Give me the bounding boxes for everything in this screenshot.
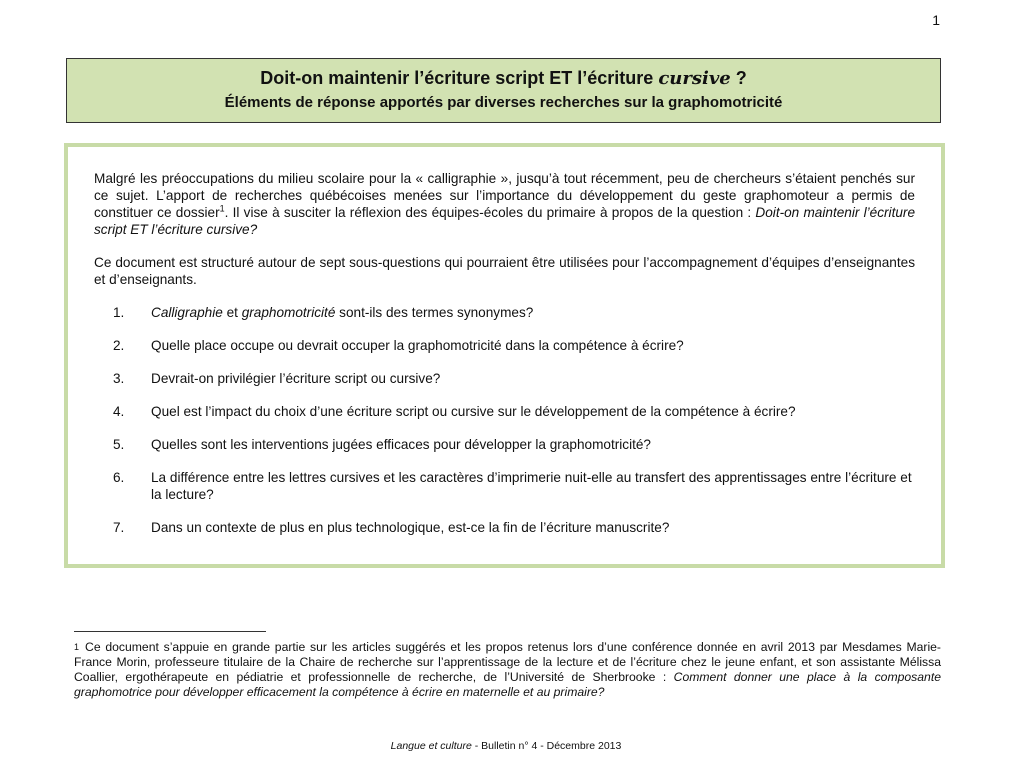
list-item xyxy=(94,370,915,387)
term-graphomotricite: graphomotricité xyxy=(241,305,336,320)
footnote-divider xyxy=(74,631,266,632)
list-item-text: Quelle place occupe ou devrait occuper la graphomotricité dans la compétence à écrire? xyxy=(151,338,684,353)
document-subtitle: Éléments de réponse apportés par diverses recherches sur la graphomotricité xyxy=(224,94,783,111)
list-item-number: 5. xyxy=(113,437,125,452)
footnote xyxy=(74,640,941,700)
content-box xyxy=(64,143,945,568)
list-item xyxy=(94,304,915,321)
list-item-text: La différence entre les lettres cursives et les caractères d’imprimerie nuit-elle au transfert des apprentissages entre l’écriture et la lecture? xyxy=(151,470,912,502)
footer-publication: Langue et culture xyxy=(390,740,472,752)
document-title xyxy=(67,68,940,89)
list-item xyxy=(94,469,915,503)
footnote-text: Ce document s’appuie en grande partie sur les articles suggérés et les propos retenus lors d’une conférence donnée en avril 2013 par Mesdames Marie-France Morin, professeure titulaire de la Chaire de recherche sur l’apprentissage de la lecture et de l’écriture chez le jeune enfant, et son assistante Mélissa Coallier, ergothérapeute en pédiatrie et professionnelle de recherche, de l’Université de Sherbrooke : xyxy=(74,640,941,684)
list-item xyxy=(94,403,915,420)
intro-paragraph-2: Ce document est structuré autour de sept sous-questions qui pourraient être utilisées pour l’accompagnement d’équipes d’enseignantes et d’enseignants. xyxy=(94,255,915,287)
title-box xyxy=(66,58,941,123)
intro-paragraph-1 xyxy=(94,170,915,238)
list-item xyxy=(94,436,915,453)
footer-bulletin-info: - Bulletin n° 4 - Décembre 2013 xyxy=(471,740,622,752)
intro-text: Malgré les préoccupations du milieu scolaire pour la « calligraphie », jusqu’à tout récemment, peu de chercheurs s’étaient penchés sur ce sujet. L’apport de recherches québécoises menées sur l’importance du développement du geste graphomoteur a permis de constituer ce dossier xyxy=(94,171,915,220)
list-item-text: et xyxy=(222,305,242,320)
list-item-text: Quel est l’impact du choix d’une écriture script ou cursive sur le développement de la compétence à écrire? xyxy=(151,404,796,419)
title-cursive-word: cursive xyxy=(658,68,731,89)
title-end: ? xyxy=(730,68,747,88)
list-item-text: sont-ils des termes synonymes? xyxy=(335,305,534,320)
footnote-mark: 1 xyxy=(74,642,80,652)
intro-text-after: . Il vise à susciter la réflexion des équipes-écoles du primaire à propos de la question : xyxy=(224,205,756,220)
list-item-number: 7. xyxy=(113,520,125,535)
list-item-number: 2. xyxy=(113,338,125,353)
footnote-conference-title: Comment donner une place à la composante graphomotrice pour développer efficacement la compétence à écrire en maternelle et au primaire? xyxy=(74,670,941,699)
list-item xyxy=(94,337,915,354)
intro-main-question: Doit-on maintenir l’écriture script ET l’écriture cursive? xyxy=(94,205,916,237)
list-item-number: 4. xyxy=(113,404,125,419)
question-list xyxy=(94,304,915,536)
title-main: Doit-on maintenir l’écriture script ET l’écriture xyxy=(260,68,654,88)
list-item-number: 6. xyxy=(113,470,125,485)
list-item-number: 3. xyxy=(113,371,125,386)
list-item-number: 1. xyxy=(113,305,125,320)
list-item-text: Devrait-on privilégier l’écriture script ou cursive? xyxy=(151,371,441,386)
list-item-text: Quelles sont les interventions jugées efficaces pour développer la graphomotricité? xyxy=(151,437,651,452)
page-number: 1 xyxy=(932,12,940,28)
list-item-text: Dans un contexte de plus en plus technologique, est-ce la fin de l’écriture manuscrite? xyxy=(151,520,670,535)
term-calligraphie: Calligraphie xyxy=(151,305,223,320)
footnote-reference: 1 xyxy=(219,203,225,214)
page-footer xyxy=(0,740,1012,752)
list-item xyxy=(94,519,915,536)
